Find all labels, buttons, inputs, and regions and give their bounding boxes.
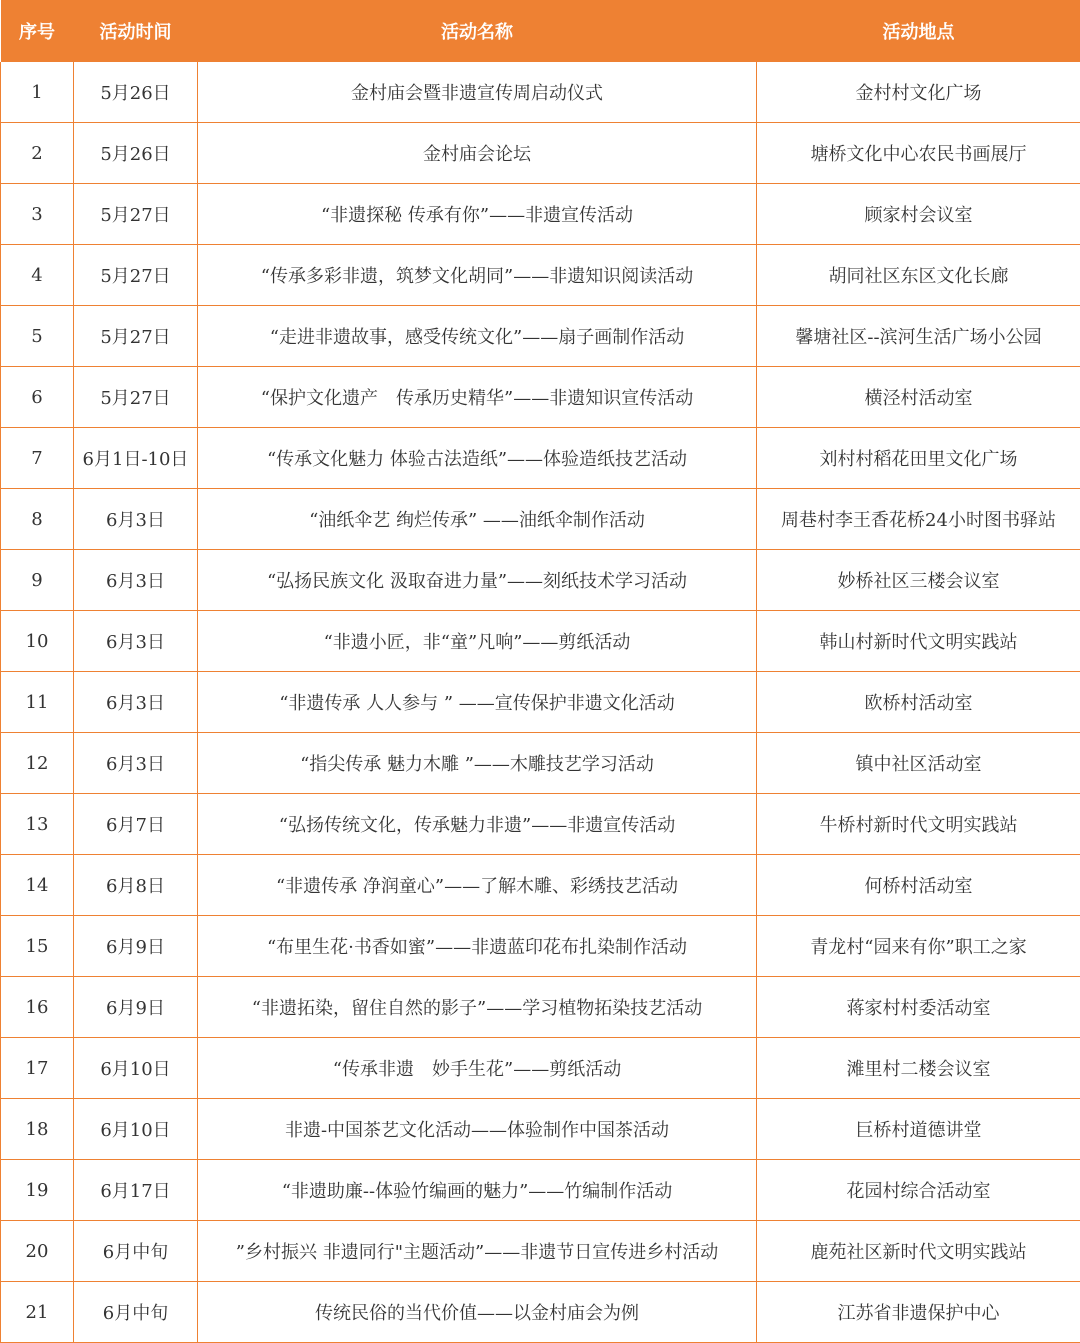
header-no: 序号	[1, 0, 74, 62]
table-row	[1, 611, 1080, 672]
cell-date: 6月10日	[74, 1099, 198, 1160]
cell-name: “非遗助廉--体验竹编画的魅力”——竹编制作活动	[198, 1160, 757, 1221]
cell-name: “非遗传承 净润童心”——了解木雕、彩绣技艺活动	[198, 855, 757, 916]
table-row	[1, 1221, 1080, 1282]
cell-name: “非遗拓染，留住自然的影子”——学习植物拓染技艺活动	[198, 977, 757, 1038]
cell-name: 传统民俗的当代价值——以金村庙会为例	[198, 1282, 757, 1343]
cell-no: 11	[1, 672, 74, 733]
cell-no: 17	[1, 1038, 74, 1099]
cell-place: 欧桥村活动室	[757, 672, 1080, 733]
table-row	[1, 184, 1080, 245]
cell-name: 非遗-中国茶艺文化活动——体验制作中国茶活动	[198, 1099, 757, 1160]
cell-name: “弘扬传统文化，传承魅力非遗”——非遗宣传活动	[198, 794, 757, 855]
cell-place: 周巷村李王香花桥24小时图书驿站	[757, 489, 1080, 550]
table-row	[1, 733, 1080, 794]
table-row	[1, 1099, 1080, 1160]
table-header	[1, 0, 1080, 62]
cell-no: 1	[1, 62, 74, 123]
table-row	[1, 62, 1080, 123]
cell-no: 14	[1, 855, 74, 916]
cell-date: 6月中旬	[74, 1282, 198, 1343]
cell-place: 金村村文化广场	[757, 62, 1080, 123]
cell-place: 馨塘社区--滨河生活广场小公园	[757, 306, 1080, 367]
cell-no: 3	[1, 184, 74, 245]
cell-date: 5月26日	[74, 62, 198, 123]
cell-date: 6月10日	[74, 1038, 198, 1099]
cell-date: 6月3日	[74, 733, 198, 794]
cell-no: 19	[1, 1160, 74, 1221]
table-row	[1, 123, 1080, 184]
cell-place: 韩山村新时代文明实践站	[757, 611, 1080, 672]
table-row	[1, 1038, 1080, 1099]
cell-name: “非遗传承 人人参与 ” ——宣传保护非遗文化活动	[198, 672, 757, 733]
cell-place: 妙桥社区三楼会议室	[757, 550, 1080, 611]
table-row	[1, 855, 1080, 916]
cell-place: 巨桥村道德讲堂	[757, 1099, 1080, 1160]
header-row	[1, 0, 1080, 62]
cell-place: 蒋家村村委活动室	[757, 977, 1080, 1038]
cell-name: “保护文化遗产 传承历史精华”——非遗知识宣传活动	[198, 367, 757, 428]
cell-name: “传承非遗 妙手生花”——剪纸活动	[198, 1038, 757, 1099]
table-row	[1, 1160, 1080, 1221]
cell-place: 何桥村活动室	[757, 855, 1080, 916]
cell-name: “指尖传承 魅力木雕 ”——木雕技艺学习活动	[198, 733, 757, 794]
cell-place: 镇中社区活动室	[757, 733, 1080, 794]
cell-no: 12	[1, 733, 74, 794]
cell-name: “传承多彩非遗，筑梦文化胡同”——非遗知识阅读活动	[198, 245, 757, 306]
cell-no: 8	[1, 489, 74, 550]
table-row	[1, 977, 1080, 1038]
cell-no: 6	[1, 367, 74, 428]
cell-date: 6月17日	[74, 1160, 198, 1221]
cell-date: 6月9日	[74, 977, 198, 1038]
table-row	[1, 245, 1080, 306]
cell-name: “传承文化魅力 体验古法造纸”——体验造纸技艺活动	[198, 428, 757, 489]
cell-date: 6月3日	[74, 550, 198, 611]
cell-place: 花园村综合活动室	[757, 1160, 1080, 1221]
cell-name: “布里生花·书香如蜜”——非遗蓝印花布扎染制作活动	[198, 916, 757, 977]
cell-place: 塘桥文化中心农民书画展厅	[757, 123, 1080, 184]
cell-no: 15	[1, 916, 74, 977]
cell-date: 5月27日	[74, 245, 198, 306]
table-row	[1, 672, 1080, 733]
cell-date: 5月26日	[74, 123, 198, 184]
table-body	[1, 62, 1080, 1343]
cell-date: 5月27日	[74, 367, 198, 428]
cell-date: 5月27日	[74, 306, 198, 367]
cell-name: “非遗小匠，非“童”凡响”——剪纸活动	[198, 611, 757, 672]
cell-no: 20	[1, 1221, 74, 1282]
cell-place: 滩里村二楼会议室	[757, 1038, 1080, 1099]
cell-no: 18	[1, 1099, 74, 1160]
cell-name: “弘扬民族文化 汲取奋进力量”——刻纸技术学习活动	[198, 550, 757, 611]
table-row	[1, 794, 1080, 855]
cell-no: 16	[1, 977, 74, 1038]
cell-date: 6月8日	[74, 855, 198, 916]
cell-no: 7	[1, 428, 74, 489]
cell-date: 6月中旬	[74, 1221, 198, 1282]
table-row	[1, 1282, 1080, 1343]
cell-date: 6月3日	[74, 489, 198, 550]
cell-date: 6月9日	[74, 916, 198, 977]
cell-name: ”乡村振兴 非遗同行"主题活动”——非遗节日宣传进乡村活动	[198, 1221, 757, 1282]
cell-no: 5	[1, 306, 74, 367]
table-row	[1, 306, 1080, 367]
cell-name: “走进非遗故事，感受传统文化”——扇子画制作活动	[198, 306, 757, 367]
table-row	[1, 489, 1080, 550]
cell-date: 6月3日	[74, 672, 198, 733]
cell-date: 6月1日-10日	[74, 428, 198, 489]
table-row	[1, 550, 1080, 611]
cell-place: 顾家村会议室	[757, 184, 1080, 245]
cell-place: 江苏省非遗保护中心	[757, 1282, 1080, 1343]
cell-no: 10	[1, 611, 74, 672]
cell-name: 金村庙会暨非遗宣传周启动仪式	[198, 62, 757, 123]
cell-name: “非遗探秘 传承有你”——非遗宣传活动	[198, 184, 757, 245]
table-row	[1, 428, 1080, 489]
cell-date: 6月3日	[74, 611, 198, 672]
cell-place: 胡同社区东区文化长廊	[757, 245, 1080, 306]
table-row	[1, 367, 1080, 428]
cell-place: 横泾村活动室	[757, 367, 1080, 428]
cell-no: 9	[1, 550, 74, 611]
header-name: 活动名称	[198, 0, 757, 62]
cell-no: 4	[1, 245, 74, 306]
cell-place: 刘村村稻花田里文化广场	[757, 428, 1080, 489]
cell-place: 牛桥村新时代文明实践站	[757, 794, 1080, 855]
cell-date: 5月27日	[74, 184, 198, 245]
table-row	[1, 916, 1080, 977]
cell-place: 青龙村“园来有你”职工之家	[757, 916, 1080, 977]
cell-place: 鹿苑社区新时代文明实践站	[757, 1221, 1080, 1282]
cell-name: 金村庙会论坛	[198, 123, 757, 184]
cell-no: 21	[1, 1282, 74, 1343]
header-place: 活动地点	[757, 0, 1080, 62]
cell-name: “油纸伞艺 绚烂传承” ——油纸伞制作活动	[198, 489, 757, 550]
cell-date: 6月7日	[74, 794, 198, 855]
cell-no: 13	[1, 794, 74, 855]
cell-no: 2	[1, 123, 74, 184]
header-date: 活动时间	[74, 0, 198, 62]
